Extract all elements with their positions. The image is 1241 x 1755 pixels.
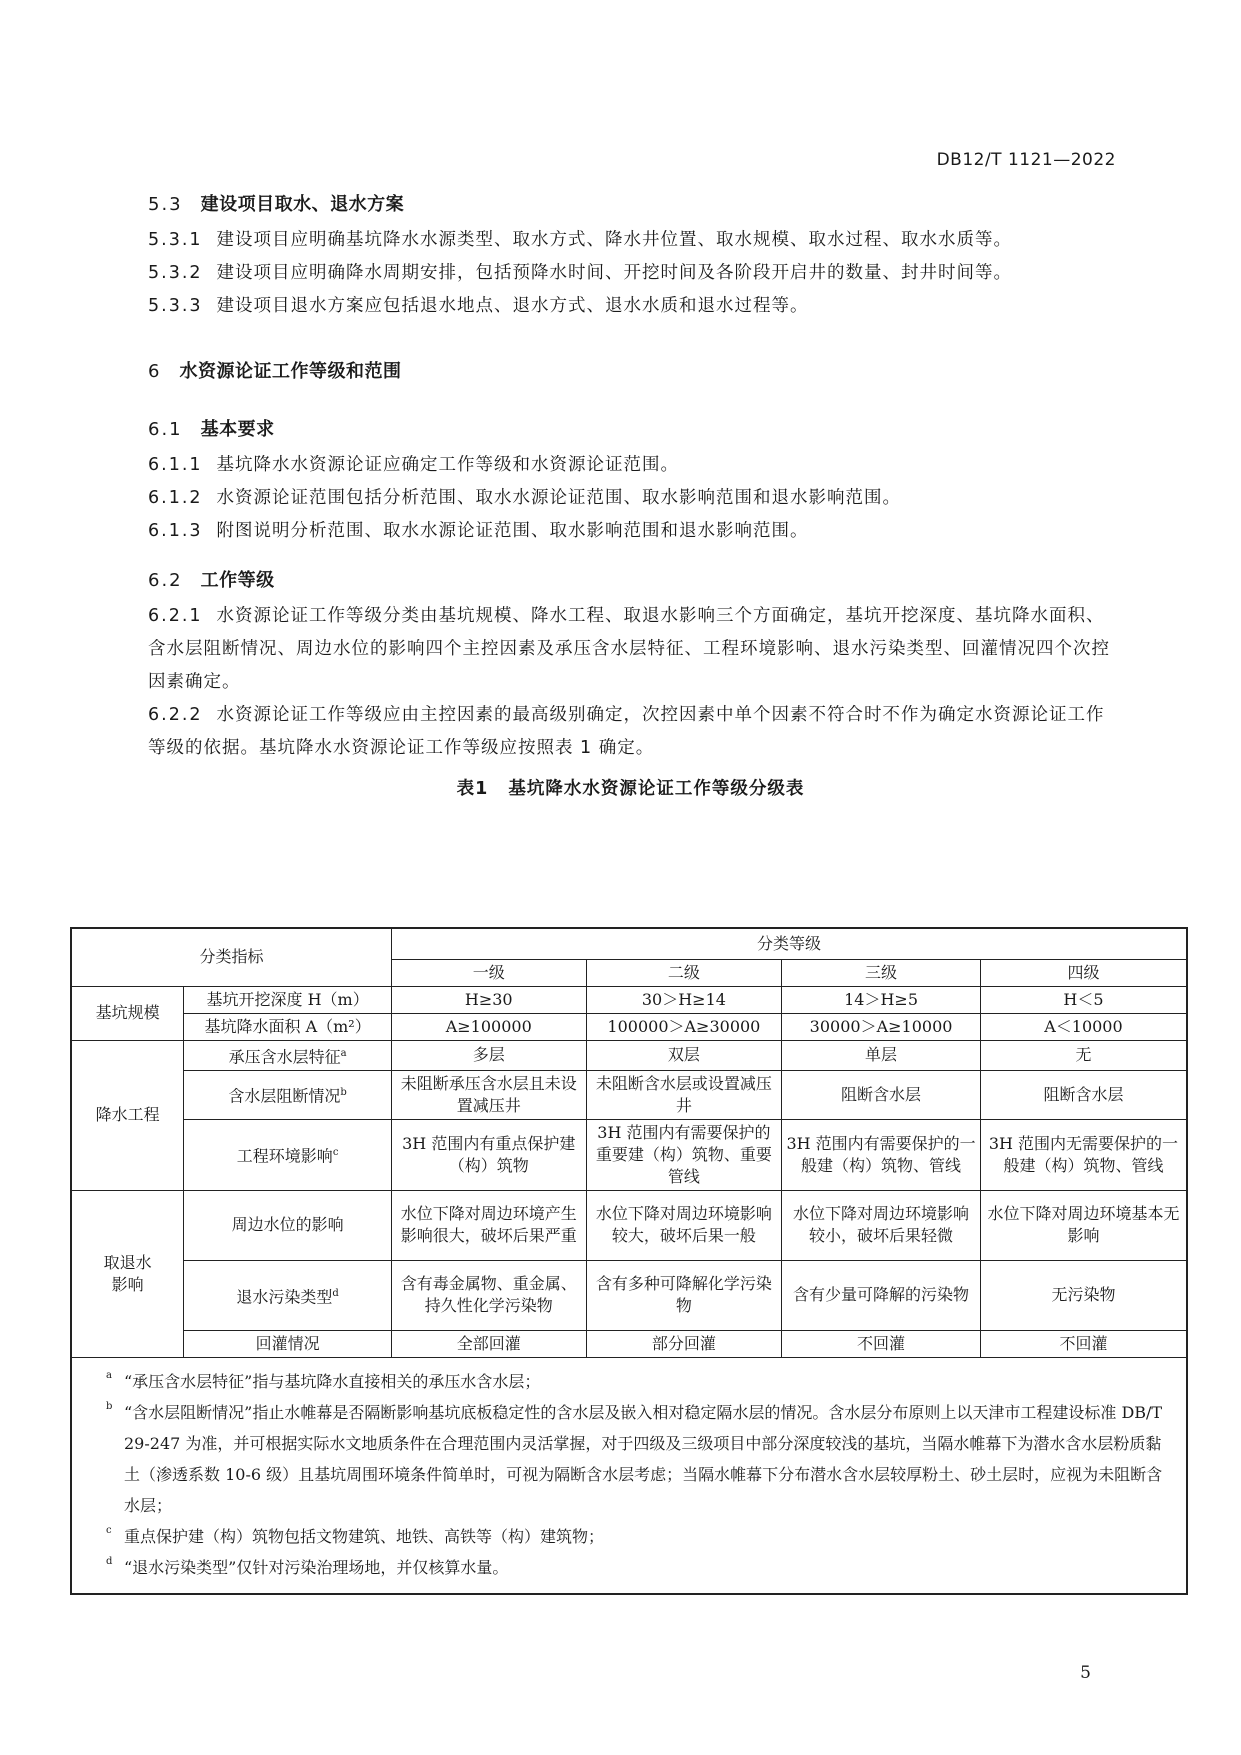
grade-classification-table [70,927,1188,1595]
table-row [71,1260,1187,1330]
table-cell: 无 [980,1040,1187,1070]
category-dewater: 降水工程 [71,1040,184,1190]
table-cell: 不回灌 [980,1330,1187,1357]
document-code: DB12/T 1121—2022 [936,150,1116,170]
table-caption: 表1 基坑降水水资源论证工作等级分级表 [456,779,805,799]
table-cell: 30000＞A≥10000 [782,1013,981,1040]
row-name: 基坑降水面积 A（m²） [184,1013,392,1040]
table-cell: H＜5 [980,986,1187,1013]
table-cell: 水位下降对周边环境基本无影响 [980,1190,1187,1260]
table-cell: 单层 [782,1040,981,1070]
table-cell: 未阻断承压含水层且未设置减压井 [391,1070,586,1119]
row-name: 基坑开挖深度 H（m） [184,986,392,1013]
clause-6-2-2: 6.2.2 水资源论证工作等级应由主控因素的最高级别确定，次控因素中单个因素不符合时不作为确定水资源论证工作等级的依据。基坑降水水资源论证工作等级应按照表 1 确定。 [148,705,1105,758]
table-cell: A≥100000 [391,1013,586,1040]
table-cell: 全部回灌 [391,1330,586,1357]
chapter-6-heading: 6 水资源论证工作等级和范围 [148,361,402,382]
body-content [148,190,1113,812]
clause-5-3-3: 5.3.3 建设项目退水方案应包括退水地点、退水方式、退水水质和退水过程等。 [148,296,809,316]
section-6-1-heading: 6.1 基本要求 [148,419,275,440]
table-row [71,1040,1187,1070]
row-name: 周边水位的影响 [184,1190,392,1260]
table-cell: 阻断含水层 [980,1070,1187,1119]
table-cell: H≥30 [391,986,586,1013]
clause-6-2-1: 6.2.1 水资源论证工作等级分类由基坑规模、降水工程、取退水影响三个方面确定，基坑开挖深度、基坑降水面积、含水层阻断情况、周边水位的影响四个主控因素及承压含水层特征、工程环境影响、退水污染类型、回灌情况四个次控因素确定。 [148,606,1110,692]
note-b: b “含水层阻断情况”指止水帷幕是否隔断影响基坑底板稳定性的含水层及嵌入相对稳定隔水层的情况。含水层分布原则上以天津市工程建设标准 DB/T 29-247 为准，并可根据实际水文地质条件在合理范围内灵活掌握，对于四级及三级项目中部分深度较浅的基坑，当隔水帷幕下为潜水含水层粉质黏土（渗透系数 10-6 级）且基坑周围环境条件简单时，可视为隔断含水层考虑；当隔水帷幕下分布潜水含水层较厚粉土、砂土层时，应视为未阻断含水层； [106,1400,1163,1515]
section-5-3-heading: 5.3 建设项目取水、退水方案 [148,194,405,215]
table-cell: 100000＞A≥30000 [586,1013,782,1040]
section-6-2-heading: 6.2 工作等级 [148,570,275,591]
row-name: 回灌情况 [184,1330,392,1357]
header-index: 分类指标 [71,928,391,986]
table-cell: 3H 范围内有需要保护的重要建（构）筑物、重要管线 [586,1119,782,1190]
table-row [71,1070,1187,1119]
table-row [71,1119,1187,1190]
category-scale: 基坑规模 [71,986,184,1040]
table-row [71,1013,1187,1040]
table-notes [71,1357,1187,1594]
table-cell: 3H 范围内有重点保护建（构）筑物 [391,1119,586,1190]
table-cell: 水位下降对周边环境影响较大，破坏后果一般 [586,1190,782,1260]
table-row [71,1190,1187,1260]
clause-6-1-1: 6.1.1 基坑降水水资源论证应确定工作等级和水资源论证范围。 [148,455,680,475]
note-c: c 重点保护建（构）筑物包括文物建筑、地铁、高铁等（构）建筑物； [106,1524,605,1546]
table-row [71,986,1187,1013]
table-cell: 多层 [391,1040,586,1070]
row-name: 退水污染类型$^d$ [184,1260,392,1330]
row-name: 含水层阻断情况$^b$ [184,1070,392,1119]
table-cell: 水位下降对周边环境产生影响很大，破坏后果严重 [391,1190,586,1260]
table-cell: 3H 范围内无需要保护的一般建（构）筑物、管线 [980,1119,1187,1190]
grade-1: 一级 [391,959,586,986]
grade-3: 三级 [782,959,981,986]
page-number: 5 [1080,1663,1091,1683]
grade-2: 二级 [586,959,782,986]
table-cell: 水位下降对周边环境影响较小，破坏后果轻微 [782,1190,981,1260]
clause-6-1-3: 6.1.3 附图说明分析范围、取水水源论证范围、取水影响范围和退水影响范围。 [148,521,809,541]
table-cell: 双层 [586,1040,782,1070]
clause-5-3-2: 5.3.2 建设项目应明确降水周期安排，包括预降水时间、开挖时间及各阶段开启井的数量、封井时间等。 [148,263,1013,283]
clause-5-3-1: 5.3.1 建设项目应明确基坑降水水源类型、取水方式、降水井位置、取水规模、取水过程、取水水质等。 [148,230,1013,250]
table-cell: 无污染物 [980,1260,1187,1330]
row-name: 工程环境影响$^c$ [184,1119,392,1190]
note-d: d “退水污染类型”仅针对污染治理场地，并仅核算水量。 [106,1555,509,1577]
category-impact: 取退水影响 [71,1190,184,1357]
table-cell: 3H 范围内有需要保护的一般建（构）筑物、管线 [782,1119,981,1190]
table-cell: 阻断含水层 [782,1070,981,1119]
table-cell: 部分回灌 [586,1330,782,1357]
table-row [71,1330,1187,1357]
header-grade: 分类等级 [391,928,1187,959]
table-cell: 不回灌 [782,1330,981,1357]
table-cell: 未阻断含水层或设置减压井 [586,1070,782,1119]
table-cell: A＜10000 [980,1013,1187,1040]
grade-4: 四级 [980,959,1187,986]
table-cell: 14＞H≥5 [782,986,981,1013]
table-cell: 含有多种可降解化学污染物 [586,1260,782,1330]
note-a: a “承压含水层特征”指与基坑降水直接相关的承压水含水层； [106,1369,541,1391]
table-cell: 30＞H≥14 [586,986,782,1013]
table-cell: 含有少量可降解的污染物 [782,1260,981,1330]
clause-6-1-2: 6.1.2 水资源论证范围包括分析范围、取水水源论证范围、取水影响范围和退水影响范围。 [148,488,902,508]
table-cell: 含有毒金属物、重金属、持久性化学污染物 [391,1260,586,1330]
row-name: 承压含水层特征$^a$ [184,1040,392,1070]
